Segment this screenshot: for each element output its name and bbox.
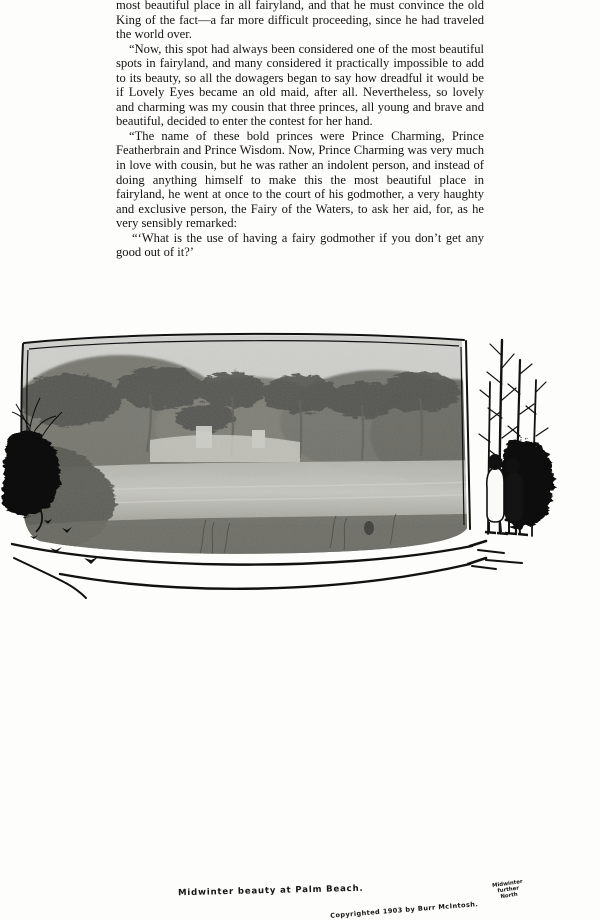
illustration-artwork — [0, 322, 600, 600]
right-winter-scene — [472, 340, 554, 569]
illustration-plate — [0, 322, 600, 920]
paragraph-the-name: “The name of these bold princes were Prince Charming, Prince Featherbrain and Prince Wisdom. Now, Prince Charming was very much in love with cousin, but he was rather an indolent person, and instead of doing anything himself to make this the most beautiful place in fairyland, he went at once to the court of his godmother, a very haughty and exclusive person, the Fairy of the Waters, to ask her aid, for, as he very sensibly remarked: — [116, 128, 484, 231]
vignette-caption: Midwinter further North — [491, 878, 524, 901]
copyright-notice: Copyrighted 1903 by Burr McIntosh. — [329, 900, 479, 920]
body-text-block — [116, 0, 484, 260]
paragraph-quote-what-is-the-use: “‘What is the use of having a fairy godmother if you don’t get any good out of it?’ — [116, 230, 484, 260]
photo-caption: Midwinter beauty at Palm Beach. — [177, 883, 364, 899]
paragraph-now-this-spot: “Now, this spot had always been considered one of the most beautiful spots in fairyland, and many considered it practically impossible to add to its beauty, so all the dowagers began to say how dreadful it would be if Lovely Eyes became an old maid, after all. Nevertheless, so lovely and charming was my cousin that three princes, all young and brave and beautiful, decided to enter the contest for her hand. — [116, 41, 484, 129]
paragraph-continued: most beautiful place in all fairyland, and that he must convince the old King of the fact—a far more difficult proceeding, since he had traveled the world over. — [116, 0, 484, 42]
